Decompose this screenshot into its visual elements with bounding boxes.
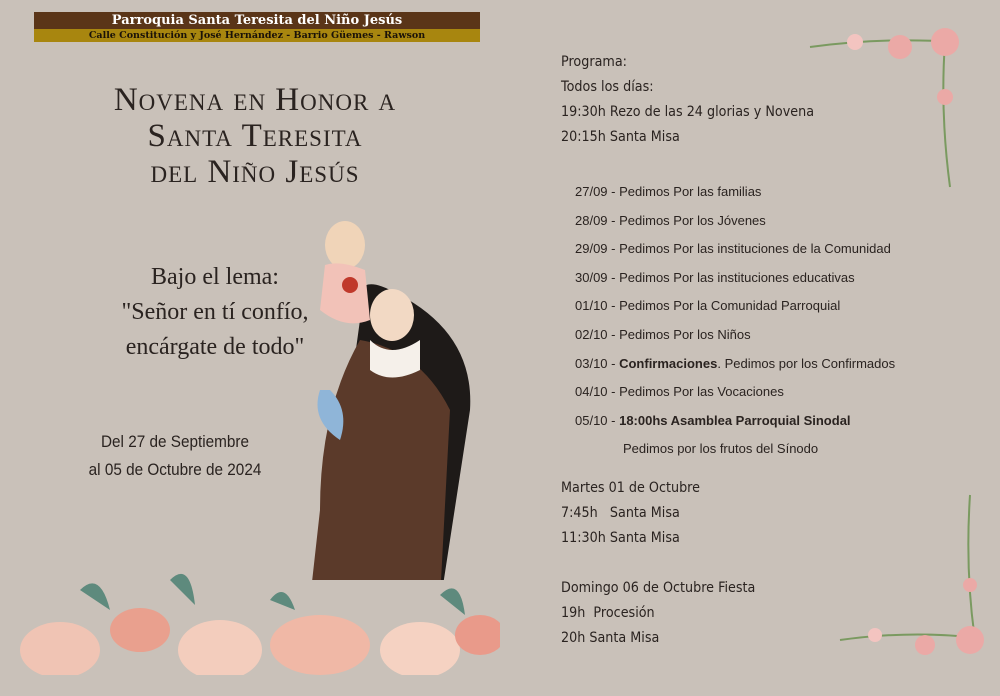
list-item [575,413,895,442]
sunday-line: 19h Procesión [561,605,655,621]
day-intention: Pedimos Por los Niños [619,326,751,342]
program-line: 19:30h Rezo de las 24 glorias y Novena [561,104,815,120]
title-line: Santa Teresita [147,118,363,154]
saint-illustration [20,210,500,675]
program-line: Todos los días: [561,79,654,95]
day-date: 03/10 - [575,355,620,371]
flower-border [20,574,500,675]
program-block [561,50,814,150]
date-line: al 05 de Octubre de 2024 [88,460,262,479]
motto-line: "Señor en tí confío, [121,299,309,325]
motto-line: encárgate de todo" [125,334,305,360]
list-item [575,270,895,299]
date-line: Del 27 de Septiembre [101,432,249,451]
program-line: Programa: [561,54,627,70]
day-date: 01/10 - [575,298,620,314]
list-item [575,356,895,385]
novena-days-list [575,184,895,470]
list-item [575,184,895,213]
day-intention: Pedimos Por la Comunidad Parroquial [619,298,841,314]
title-line: Novena en Honor a [113,82,397,118]
sunday-block [561,576,755,651]
title-line: del Niño Jesús [150,154,360,190]
day-highlight: 18:00hs Asamblea Parroquial Sinodal [619,412,851,428]
day-intention: Pedimos Por las familias [619,184,762,199]
day-intention: Pedimos Por los Jóvenes [619,212,766,228]
list-item [575,213,895,242]
page-title [40,82,470,190]
day-intention: . Pedimos por los Confirmados [717,355,896,371]
parish-name: Parroquia Santa Teresita del Niño Jesús [34,12,480,29]
day-date: 29/09 - [575,241,620,257]
tuesday-line: 11:30h Santa Misa [561,530,680,546]
tuesday-line: 7:45h Santa Misa [561,505,680,521]
day-date: 30/09 - [575,269,620,285]
tuesday-line: Martes 01 de Octubre [561,480,700,496]
motto-line: Bajo el lema: [151,264,279,290]
parish-address: Calle Constitución y José Hernández - Barrio Güemes - Rawson [34,29,480,42]
day-intention: Pedimos Por las instituciones de la Comunidad [619,241,891,257]
day-date: 02/10 - [575,326,620,342]
day-date: 27/09 - [575,184,620,199]
day-intention: Pedimos Por las Vocaciones [619,384,784,400]
flower-corner-bottom-icon [830,490,995,675]
list-item [575,298,895,327]
tuesday-block [561,476,700,551]
list-item [575,327,895,356]
list-item: Pedimos por los frutos del Sínodo [623,441,819,457]
sunday-line: 20h Santa Misa [561,630,660,646]
day-date: 05/10 - [575,412,620,428]
day-highlight: Confirmaciones [619,355,718,371]
day-date: 28/09 - [575,212,620,228]
day-date: 04/10 - [575,384,620,400]
day-intention: Pedimos Por las instituciones educativas [619,269,855,285]
list-item [575,241,895,270]
program-line: 20:15h Santa Misa [561,129,680,145]
flower-corner-top-icon [805,12,975,192]
sunday-line: Domingo 06 de Octubre Fiesta [561,580,756,596]
list-item [575,384,895,413]
